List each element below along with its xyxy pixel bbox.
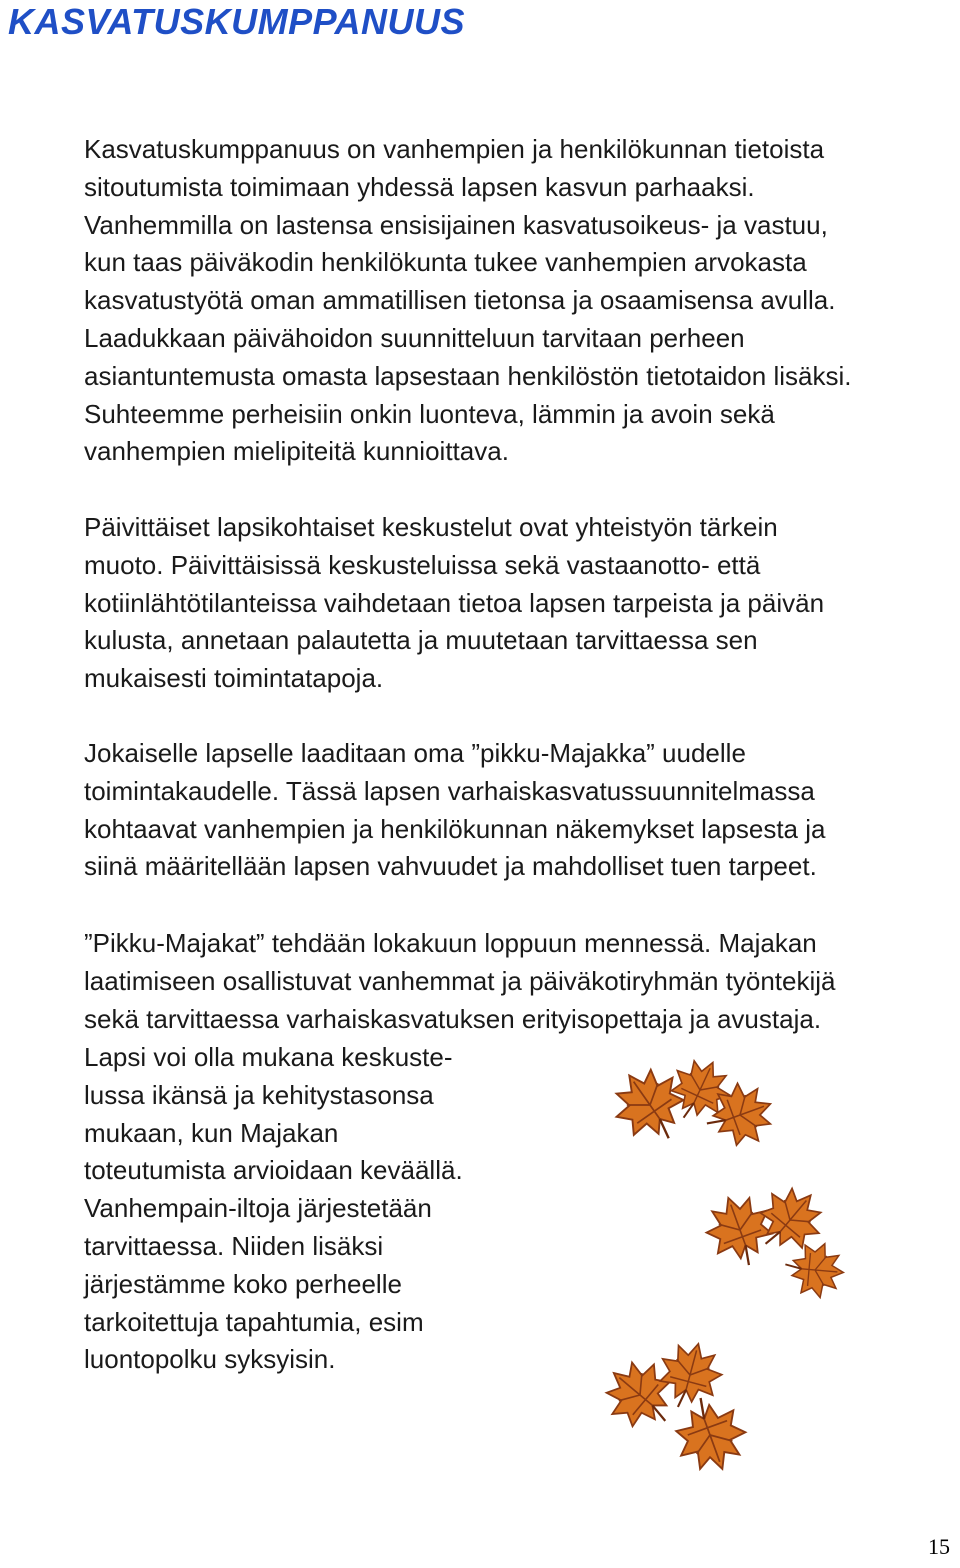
paragraph-3: Jokaiselle lapselle laaditaan oma ”pikku-Majakka” uudelle toimintakaudelle. Tässä lapsen varhaiskasvatussuunnitelmassa kohtaavat vanhempien ja henkilökunnan näkemykset lapsesta ja siinä määritellään lapsen vahvuudet ja mahdolliset tuen tarpeet. [84, 738, 826, 882]
page-number: 15 [928, 1534, 950, 1559]
document-title: KASVATUSKUMPPANUUS [8, 1, 466, 42]
leaf-cluster-bottom [593, 1336, 755, 1481]
leaf-cluster-middle [698, 1176, 846, 1300]
paragraph-4: ”Pikku-Majakat” tehdään lokakuun loppuun mennessä. Majakan laatimiseen osallistuvat vanhemmat ja päiväkotiryhmän työntekijä sekä tarvittaessa varhaiskasvatuksen erityisopettaja ja avustaja. [84, 928, 836, 1034]
paragraph-2: Päivittäiset lapsikohtaiset keskustelut ovat yhteistyön tärkein muoto. Päivittäisissä keskusteluissa sekä vastaanotto- että kotiinlähtötilanteissa vaihdetaan tietoa lapsen tarpeista ja päivän kulusta, annetaan palautetta ja muutetaan tarvittaessa sen mukaisesti toimintatapoja. [84, 512, 825, 694]
paragraph-5: Lapsi voi olla mukana keskuste- lussa ikänsä ja kehitystasonsa mukaan, kun Majakan toteutumista arvioidaan keväällä. Vanhempain-iltoja järjestetään tarvittaessa. Niiden lisäksi järjestämme koko perheelle tarkoitettuja tapahtumia, esim luontopolku syksyisin. [84, 1042, 463, 1375]
autumn-leaves-illustration [590, 1045, 850, 1485]
paragraph-1: Kasvatuskumppanuus on vanhempien ja henkilökunnan tietoista sitoutumista toimimaan yhdessä lapsen kasvun parhaaksi. Vanhemmilla on lastensa ensisijainen kasvatusoikeus- ja vastuu, kun taas päiväkodin henkilökunta tukee vanhempien arvokasta kasvatustyötä oman ammatillisen tietonsa ja osaamisensa avulla. Laadukkaan päivähoidon suunnitteluun tarvitaan perheen asiantuntemusta omasta lapsestaan henkilöstön tietotaidon lisäksi. Suhteemme perheisiin onkin luonteva, lämmin ja avoin sekä vanhempien mielipiteitä kunnioittava. [84, 134, 852, 467]
leaf-cluster-top [601, 1050, 781, 1155]
